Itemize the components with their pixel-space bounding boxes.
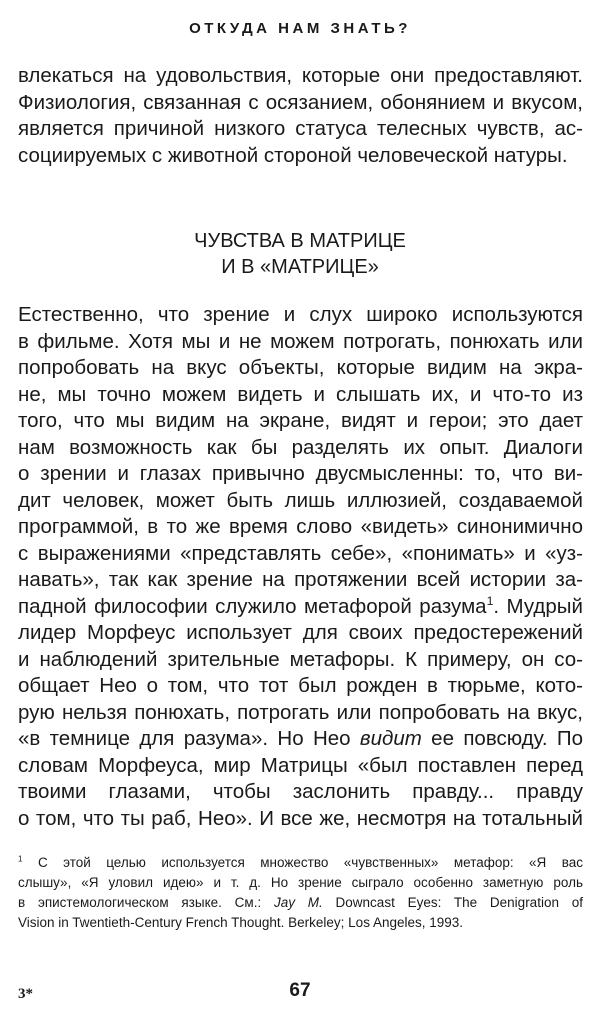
paragraph-main bbox=[18, 302, 583, 832]
text-fragment: падной философии служило метафорой разума bbox=[18, 594, 487, 618]
running-head: ОТКУДА НАМ ЗНАТЬ? bbox=[189, 20, 411, 37]
page-number: 67 bbox=[289, 980, 311, 1001]
text-line: о зрении и глазах привычно двусмысленны: то, что ви- bbox=[18, 462, 583, 485]
footnote-text: Downcast Eyes: The Denigration of bbox=[335, 895, 583, 910]
text-line: того, что мы видим на экране, видят и герои; это дает bbox=[18, 409, 583, 432]
footnote bbox=[18, 853, 583, 933]
text-line: социируемых с животной стороной человеческой натуры. bbox=[18, 143, 568, 167]
italic-word: видит bbox=[359, 727, 422, 750]
text-line: нам возможность как бы разделять их опыт. Диалоги bbox=[18, 435, 583, 459]
text-line: Физиология, связанная с осязанием, обонянием и вкусом, bbox=[18, 90, 583, 114]
text-line: не, мы точно можем видеть и слышать их, и что-то из bbox=[18, 382, 583, 406]
text-line: и наблюдений зрительные метафоры. К примеру, он со- bbox=[18, 647, 583, 671]
footnote-text: в эпистемологическом языке. См.: bbox=[18, 895, 262, 910]
footnote-text: С этой целью используется множество «чувственных» метафор: «Я вас bbox=[37, 855, 583, 870]
text-line: рую нельзя понюхать, потрогать или попробовать на вкус, bbox=[18, 700, 583, 724]
text-line-with-footnote-ref bbox=[18, 594, 583, 621]
paragraph-continuation bbox=[18, 63, 583, 169]
text-line: навать», так как зрение на протяжении всей истории за- bbox=[18, 568, 583, 591]
text-line: попробовать на вкус объекты, которые видим на экра- bbox=[18, 356, 583, 379]
text-line: в фильме. Хотя мы и не можем потрогать, понюхать или bbox=[18, 329, 583, 353]
text-line: с выражениями «представлять себе», «понимать» и «уз- bbox=[18, 541, 583, 565]
text-line: лидер Морфеус использует для своих предостережений bbox=[18, 621, 583, 644]
text-line: твоими глазами, чтобы заслонить правду... правду bbox=[18, 780, 583, 803]
footnote-marker: 1 bbox=[18, 854, 23, 864]
footnote-line: Vision in Twentieth-Century French Thought. Berkeley; Los Angeles, 1993. bbox=[18, 915, 464, 930]
section-heading bbox=[0, 228, 600, 280]
footnote-line bbox=[18, 893, 583, 913]
text-line: дит человек, может быть лишь иллюзией, создаваемой bbox=[18, 488, 583, 512]
text-line: общает Нео о том, что тот был рожден в тюрьме, кото- bbox=[18, 674, 583, 697]
text-fragment: ее повсюду. По bbox=[421, 727, 583, 750]
printer-signature: 3* bbox=[18, 986, 33, 1002]
footnote-author: Jay M. bbox=[273, 895, 323, 910]
text-line: Естественно, что зрение и слух широко используются bbox=[18, 303, 583, 326]
text-line-with-italic bbox=[18, 726, 583, 753]
footnote-reference[interactable]: 1 bbox=[486, 593, 494, 608]
text-fragment: «в темнице для разума». Но Нео bbox=[18, 727, 360, 750]
text-line: влекаться на удовольствия, которые они предоставляют. bbox=[18, 64, 583, 87]
text-line: о том, что ты раб, Нео». И все же, несмотря на тотальный bbox=[18, 806, 583, 830]
text-line: является причиной низкого статуса телесных чувств, ас- bbox=[18, 117, 583, 140]
text-line: программой, в то же время слово «видеть» синонимично bbox=[18, 515, 583, 538]
footnote-line: слышу», «Я уловил идею» и т. д. Но зрение сыграло особенно заметную роль bbox=[18, 875, 583, 890]
section-heading-line-2: И В «МАТРИЦЕ» bbox=[221, 256, 379, 278]
section-heading-line-1: ЧУВСТВА В МАТРИЦЕ bbox=[194, 230, 406, 252]
text-fragment: . Мудрый bbox=[493, 594, 583, 618]
footnote-line bbox=[18, 853, 583, 873]
text-line: словам Морфеуса, мир Матрицы «был поставлен перед bbox=[18, 753, 583, 777]
